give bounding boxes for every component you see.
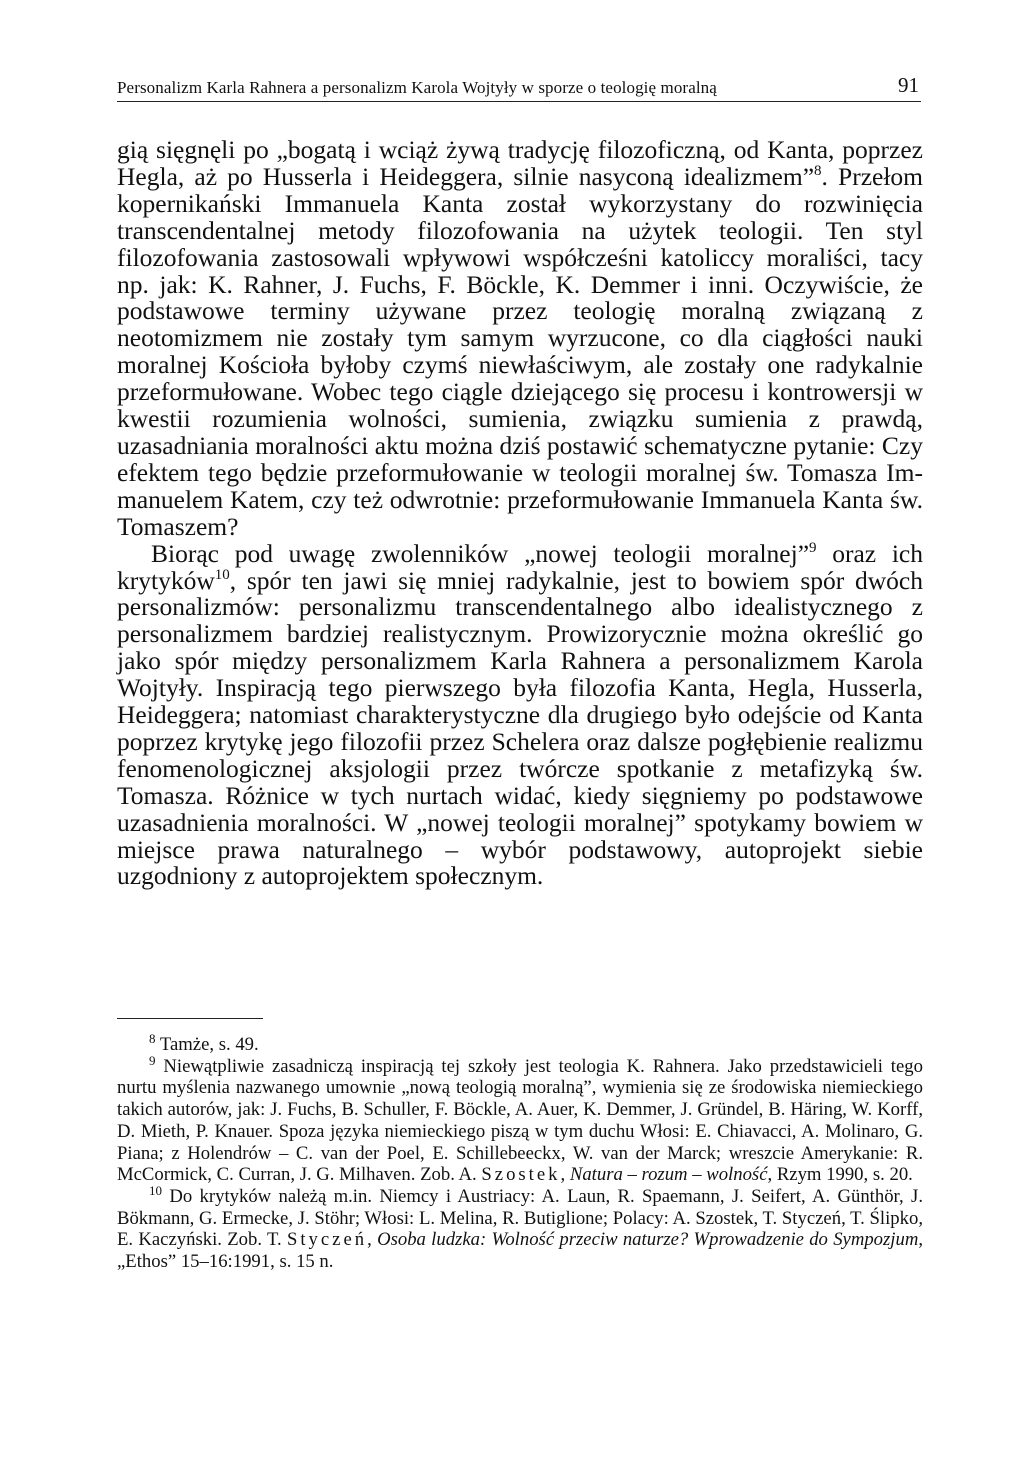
paragraph-1-text-a: gią sięgnęli po „bogatą i wciąż żywą tradycję filozoficzną, od Kanta, poprzez Hegla, aż po Husserla i Heideggera, silnie nasyconą idealizmem” <box>117 135 923 191</box>
footnote-9 <box>117 1052 923 1186</box>
footnote-10-author: Styczeń <box>286 1229 368 1251</box>
footnote-ref-10: 10 <box>214 566 230 583</box>
main-text <box>117 137 923 890</box>
footnote-10 <box>117 1182 923 1273</box>
page-header <box>117 74 921 102</box>
footnote-10-mark: 10 <box>149 1182 162 1198</box>
footnote-10-sep: , <box>367 1229 378 1251</box>
paragraph-2 <box>117 538 923 891</box>
footnotes <box>117 1031 923 1273</box>
footnote-8 <box>117 1031 923 1056</box>
footnote-9-title: Natura – rozum – wolność <box>569 1164 768 1186</box>
paragraph-2-text-b: oraz ich krytyków <box>117 538 923 595</box>
footnote-10-title: Osoba ludzka: Wolność przeciw naturze? Wprowadzenie do Sympozjum <box>377 1229 919 1251</box>
running-head: Personalizm Karla Rahnera a personalizm Karola Wojtyły w sporze o teologię moralną <box>117 78 717 97</box>
footnote-divider <box>117 1018 263 1019</box>
footnote-ref-8: 8 <box>814 162 822 179</box>
footnote-9-sep: , <box>560 1164 570 1186</box>
paragraph-1 <box>117 137 923 541</box>
footnote-9-author: Szostek <box>481 1164 561 1186</box>
paragraph-1-text-b: . Przełom kopernikański Immanuela Kanta został wykorzystany do rozwinięcia transcendentalnej metody filozofowania na użytek teologii. Ten styl filozofowania zastosowali wpływowi współcześni katoliccy moraliści, tacy np. jak: K. Rahner, J. Fuchs, F. Böckle, K. Demmer i inni. Oczywiście, że podstawowe terminy używane przez teologię moralną związaną z neotomizmem nie zostały tym samym wyrzucone, co dla ciągłości nauki moralnej Kościoła byłoby czymś niewłaściwym, ale zostały one radykalnie przeformułowane. Wobec tego ciągle dziejącego się procesu i kontrowersji w kwestii rozumienia wolności, sumienia, związku sumienia z prawdą, uzasadniania moralności aktu można dziś postawić schematyczne pytanie: Czy efektem tego będzie przeformułowanie w teologii moralnej św. Tomasza Immanuelem Katem, czy też odwrotnie: przeformułowanie Immanuela Kanta św. Tomaszem? <box>117 161 923 541</box>
footnote-8-text: Tamże, s. 49. <box>155 1034 259 1055</box>
footnote-10-text: Do krytyków należą m.in. Niemcy i Austriacy: A. Laun, R. Spaemann, J. Seifert, A. Günthör, J. Bökmann, G. Ermecke, J. Stöhr; Włosi: L. Melina, R. Butiglione; Polacy: A. Szostek, T. Styczeń, T. Ślipko, E. Kaczyński. Zob. T. <box>117 1185 923 1251</box>
footnote-9-text: Niewątpliwie zasadniczą inspiracją tej szkoły jest teologia K. Rahnera. Jako przedstawicieli tego nurtu myślenia nazwanego umownie „nową teologią moralną”, wymienia się ze środowiska niemieckiego takich autorów, jak: J. Fuchs, B. Schuller, F. Böckle, A. Auer, K. Demmer, J. Gründel, B. Häring, W. Korff, D. Mieth, P. Knauer. Spoza języka niemieckiego piszą w tym duchu Włosi: E. Chiavacci, A. Molinaro, G. Piana; z Holendrów – C. van der Poel, E. Schillebeeckx, W. van der Marck; wreszcie Amerykanie: R. McCormick, C. Curran, J. G. Milhaven. Zob. A. <box>117 1055 923 1186</box>
footnote-8-mark: 8 <box>149 1031 156 1046</box>
footnote-9-tail: , Rzym 1990, s. 20. <box>767 1164 913 1186</box>
page-number: 91 <box>898 73 919 97</box>
footnote-9-mark: 9 <box>149 1052 156 1068</box>
paragraph-2-text-c: , spór ten jawi się mniej radykalnie, jest to bowiem spór dwóch personalizmów: personalizmu transcendentalnego albo idealistycznego z personalizmem bardziej realistycznym. Prowizorycznie można określić go jako spór między personalizmem Karla Rahnera a personalizmem Karola Wojtyły. Inspiracją tego pierwszego była filozofia Kanta, Hegla, Husserla, Heideggera; natomiast charakterystyczne dla drugiego było odejście od Kanta poprzez krytykę jego filozofii przez Schelera oraz dalsze pogłębienie realizmu fenomenologicznej aksjologii przez twórcze spotkanie z metafizyką św. Tomasza. Różnice w tych nurtach widać, kiedy sięgniemy po podstawowe uzasadnienia moralności. W „nowej teologii moralnej” spotykamy bowiem w miejsce prawa naturalnego – wybór podstawowy, autoprojekt siebie uzgodniony z autoprojektem społecznym. <box>117 565 923 891</box>
footnote-10-tail: , „Ethos” 15–16:1991, s. 15 n. <box>117 1229 923 1273</box>
footnote-ref-9: 9 <box>809 539 817 556</box>
paragraph-2-text-a: Biorąc pod uwagę zwolenników „nowej teologii moralnej” <box>151 538 810 568</box>
